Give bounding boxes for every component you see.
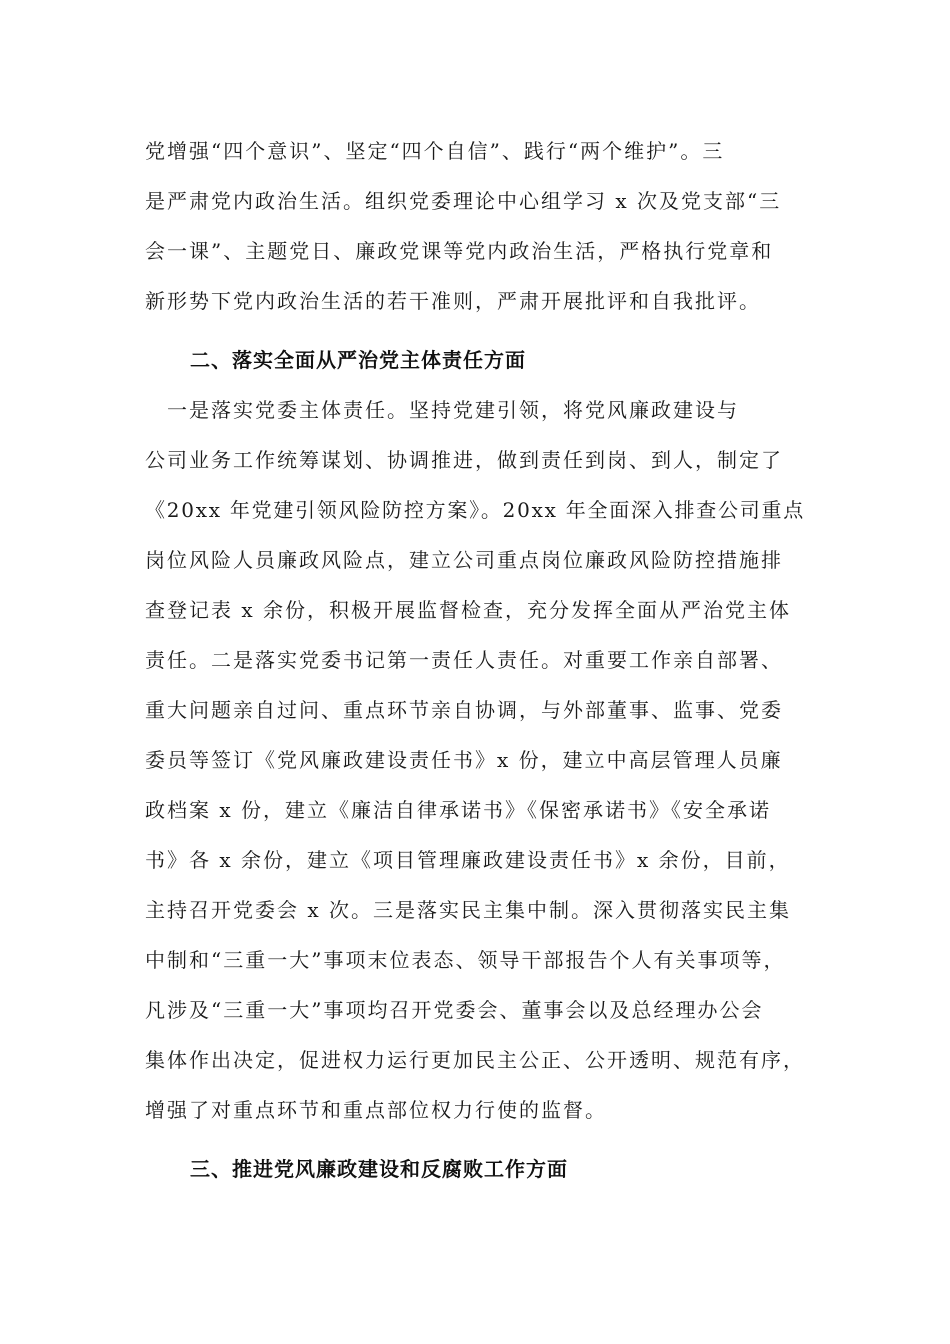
text-line: 是严肃党内政治生活。组织党委理论中心组学习 x 次及党支部“三 <box>145 189 782 213</box>
text-line: 会一课”、主题党日、廉政党课等党内政治生活，严格执行党章和 <box>145 239 774 263</box>
text-line: 新形势下党内政治生活的若干准则，严肃开展批评和自我批评。 <box>145 289 761 313</box>
text-line: 主持召开党委会 x 次。三是落实民主集中制。深入贯彻落实民主集 <box>145 898 791 922</box>
text-line: 集体作出决定，促进权力运行更加民主公正、公开透明、规范有序， <box>145 1048 805 1072</box>
text-line: 委员等签订《党风廉政建设责任书》x 份，建立中高层管理人员廉 <box>145 748 783 772</box>
text-line: 责任。二是落实党委书记第一责任人责任。对重要工作亲自部署、 <box>145 648 783 672</box>
section-heading-3: 三、推进党风廉政建设和反腐败工作方面 <box>190 1157 568 1181</box>
text-line: 重大问题亲自过问、重点环节亲自协调，与外部董事、监事、党委 <box>145 698 783 722</box>
text-line: 凡涉及“三重一大”事项均召开党委会、董事会以及总经理办公会 <box>145 998 764 1022</box>
text-line: 政档案 x 份，建立《廉洁自律承诺书》《保密承诺书》《安全承诺 <box>145 798 771 822</box>
text-line: 党增强“四个意识”、坚定“四个自信”、践行“两个维护”。三 <box>145 139 725 163</box>
text-line: 查登记表 x 余份，积极开展监督检查，充分发挥全面从严治党主体 <box>145 598 791 622</box>
text-line: 《20xx 年党建引领风险防控方案》。20xx 年全面深入排查公司重点 <box>145 498 805 522</box>
text-line: 岗位风险人员廉政风险点，建立公司重点岗位廉政风险防控措施排 <box>145 548 783 572</box>
section-heading-2: 二、落实全面从严治党主体责任方面 <box>190 348 526 372</box>
text-line: 公司业务工作统筹谋划、协调推进，做到责任到岗、到人，制定了 <box>145 448 783 472</box>
text-line: 中制和“三重一大”事项末位表态、领导干部报告个人有关事项等， <box>145 948 786 972</box>
text-line: 一是落实党委主体责任。坚持党建引领，将党风廉政建设与 <box>145 398 739 422</box>
text-line: 书》各 x 余份，建立《项目管理廉政建设责任书》x 余份，目前， <box>145 848 791 872</box>
text-line: 增强了对重点环节和重点部位权力行使的监督。 <box>145 1098 607 1122</box>
